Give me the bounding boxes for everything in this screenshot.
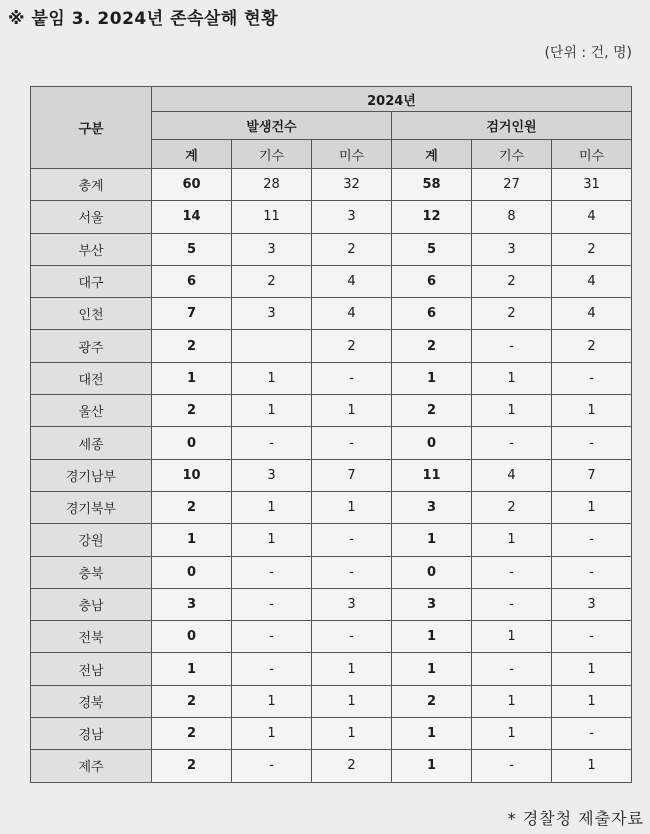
value-cell: - (552, 556, 632, 588)
value-cell: 1 (472, 395, 552, 427)
region-cell: 울산 (31, 395, 152, 427)
value-cell: - (232, 621, 312, 653)
value-cell: 1 (312, 395, 392, 427)
value-cell: - (232, 588, 312, 620)
value-cell: 1 (392, 750, 472, 782)
value-cell: 1 (232, 491, 312, 523)
value-cell: 1 (552, 653, 632, 685)
value-cell: 1 (312, 653, 392, 685)
table-row (31, 556, 632, 588)
value-cell: 5 (392, 233, 472, 265)
value-cell: 7 (152, 298, 232, 330)
region-cell: 총계 (31, 169, 152, 201)
value-cell: 1 (152, 362, 232, 394)
value-cell: 1 (312, 491, 392, 523)
table-row (31, 459, 632, 491)
value-cell: 2 (312, 750, 392, 782)
value-cell: 1 (472, 524, 552, 556)
sub-header: 기수 (472, 140, 552, 169)
value-cell: - (312, 621, 392, 653)
value-cell: 1 (392, 718, 472, 750)
table-row (31, 718, 632, 750)
region-cell: 광주 (31, 330, 152, 362)
value-cell: 4 (472, 459, 552, 491)
value-cell: 1 (152, 524, 232, 556)
sub-header: 계 (152, 140, 232, 169)
value-cell: 58 (392, 169, 472, 201)
table-row (31, 169, 632, 201)
value-cell: 1 (552, 395, 632, 427)
value-cell: 2 (392, 395, 472, 427)
value-cell: 10 (152, 459, 232, 491)
value-cell: 0 (392, 556, 472, 588)
value-cell: 3 (312, 201, 392, 233)
table-row (31, 750, 632, 782)
table-row (31, 491, 632, 523)
value-cell: 2 (152, 750, 232, 782)
table-row (31, 427, 632, 459)
value-cell: 2 (152, 685, 232, 717)
table-row (31, 524, 632, 556)
value-cell: 3 (392, 491, 472, 523)
region-cell: 강원 (31, 524, 152, 556)
parricide-table (30, 86, 632, 783)
value-cell: 7 (552, 459, 632, 491)
value-cell: - (552, 621, 632, 653)
value-cell: - (552, 718, 632, 750)
value-cell: - (232, 427, 312, 459)
value-cell: - (552, 524, 632, 556)
value-cell: 1 (312, 685, 392, 717)
value-cell: 3 (232, 298, 312, 330)
table-row (31, 201, 632, 233)
value-cell: 3 (152, 588, 232, 620)
region-cell: 대구 (31, 265, 152, 297)
value-cell: 2 (152, 491, 232, 523)
value-cell: 1 (472, 362, 552, 394)
value-cell: 1 (472, 621, 552, 653)
value-cell: 2 (552, 233, 632, 265)
region-cell: 세종 (31, 427, 152, 459)
value-cell: - (472, 427, 552, 459)
value-cell: - (472, 556, 552, 588)
sub-header: 계 (392, 140, 472, 169)
region-cell: 경북 (31, 685, 152, 717)
value-cell: - (472, 750, 552, 782)
value-cell: 0 (152, 621, 232, 653)
value-cell (232, 330, 312, 362)
value-cell: 1 (392, 621, 472, 653)
value-cell: - (232, 556, 312, 588)
value-cell: 1 (232, 362, 312, 394)
value-cell: 2 (312, 233, 392, 265)
value-cell: 1 (552, 491, 632, 523)
value-cell: 2 (152, 718, 232, 750)
value-cell: 12 (392, 201, 472, 233)
region-cell: 충남 (31, 588, 152, 620)
region-cell: 서울 (31, 201, 152, 233)
group-header-occurrence: 발생건수 (152, 112, 392, 140)
value-cell: 4 (552, 265, 632, 297)
table-row (31, 330, 632, 362)
value-cell: 3 (312, 588, 392, 620)
value-cell: 1 (232, 395, 312, 427)
value-cell: 1 (472, 685, 552, 717)
value-cell: 2 (232, 265, 312, 297)
value-cell: 2 (472, 491, 552, 523)
value-cell: - (472, 653, 552, 685)
value-cell: 2 (392, 685, 472, 717)
value-cell: 2 (392, 330, 472, 362)
region-cell: 전남 (31, 653, 152, 685)
value-cell: 2 (152, 395, 232, 427)
value-cell: 1 (232, 685, 312, 717)
value-cell: 4 (552, 298, 632, 330)
group-header-arrest: 검거인원 (392, 112, 632, 140)
value-cell: 31 (552, 169, 632, 201)
value-cell: 3 (552, 588, 632, 620)
value-cell: 2 (472, 265, 552, 297)
value-cell: 11 (392, 459, 472, 491)
value-cell: 2 (552, 330, 632, 362)
sub-header: 미수 (312, 140, 392, 169)
value-cell: - (472, 330, 552, 362)
sub-header: 미수 (552, 140, 632, 169)
value-cell: 28 (232, 169, 312, 201)
value-cell: - (232, 653, 312, 685)
sub-header: 기수 (232, 140, 312, 169)
value-cell: 0 (392, 427, 472, 459)
value-cell: 1 (232, 718, 312, 750)
value-cell: 7 (312, 459, 392, 491)
value-cell: 11 (232, 201, 312, 233)
value-cell: 1 (312, 718, 392, 750)
value-cell: 3 (232, 233, 312, 265)
value-cell: 4 (312, 298, 392, 330)
value-cell: - (312, 556, 392, 588)
table-row (31, 362, 632, 394)
value-cell: 2 (152, 330, 232, 362)
value-cell: 27 (472, 169, 552, 201)
value-cell: - (552, 427, 632, 459)
value-cell: 3 (392, 588, 472, 620)
value-cell: 8 (472, 201, 552, 233)
region-cell: 인천 (31, 298, 152, 330)
region-cell: 제주 (31, 750, 152, 782)
value-cell: 6 (152, 265, 232, 297)
value-cell: 2 (312, 330, 392, 362)
value-cell: 5 (152, 233, 232, 265)
table-row (31, 233, 632, 265)
table-row (31, 395, 632, 427)
value-cell: - (312, 362, 392, 394)
value-cell: 1 (232, 524, 312, 556)
value-cell: 0 (152, 427, 232, 459)
table-row (31, 265, 632, 297)
table-body (31, 169, 632, 783)
region-cell: 부산 (31, 233, 152, 265)
value-cell: 1 (392, 524, 472, 556)
value-cell: 1 (552, 685, 632, 717)
value-cell: - (552, 362, 632, 394)
value-cell: - (312, 524, 392, 556)
table-row (31, 653, 632, 685)
unit-label: (단위 : 건, 명) (544, 45, 632, 61)
region-cell: 경남 (31, 718, 152, 750)
value-cell: 3 (232, 459, 312, 491)
table-row (31, 685, 632, 717)
value-cell: 2 (472, 298, 552, 330)
value-cell: 4 (552, 201, 632, 233)
value-cell: 0 (152, 556, 232, 588)
value-cell: 14 (152, 201, 232, 233)
region-cell: 전북 (31, 621, 152, 653)
value-cell: - (472, 588, 552, 620)
value-cell: 60 (152, 169, 232, 201)
region-cell: 대전 (31, 362, 152, 394)
value-cell: 3 (472, 233, 552, 265)
value-cell: 1 (152, 653, 232, 685)
region-cell: 경기북부 (31, 491, 152, 523)
table-row (31, 588, 632, 620)
value-cell: 1 (392, 362, 472, 394)
value-cell: 1 (392, 653, 472, 685)
value-cell: 1 (552, 750, 632, 782)
value-cell: - (312, 427, 392, 459)
region-cell: 충북 (31, 556, 152, 588)
page-title: ※ 붙임 3. 2024년 존속살해 현황 (8, 9, 279, 29)
table-row (31, 621, 632, 653)
value-cell: 6 (392, 265, 472, 297)
value-cell: 1 (472, 718, 552, 750)
region-cell: 경기남부 (31, 459, 152, 491)
value-cell: - (232, 750, 312, 782)
value-cell: 32 (312, 169, 392, 201)
corner-header: 구분 (31, 87, 152, 169)
year-header: 2024년 (152, 87, 632, 112)
table-row (31, 298, 632, 330)
value-cell: 4 (312, 265, 392, 297)
value-cell: 6 (392, 298, 472, 330)
source-note: * 경찰청 제출자료 (507, 809, 644, 828)
